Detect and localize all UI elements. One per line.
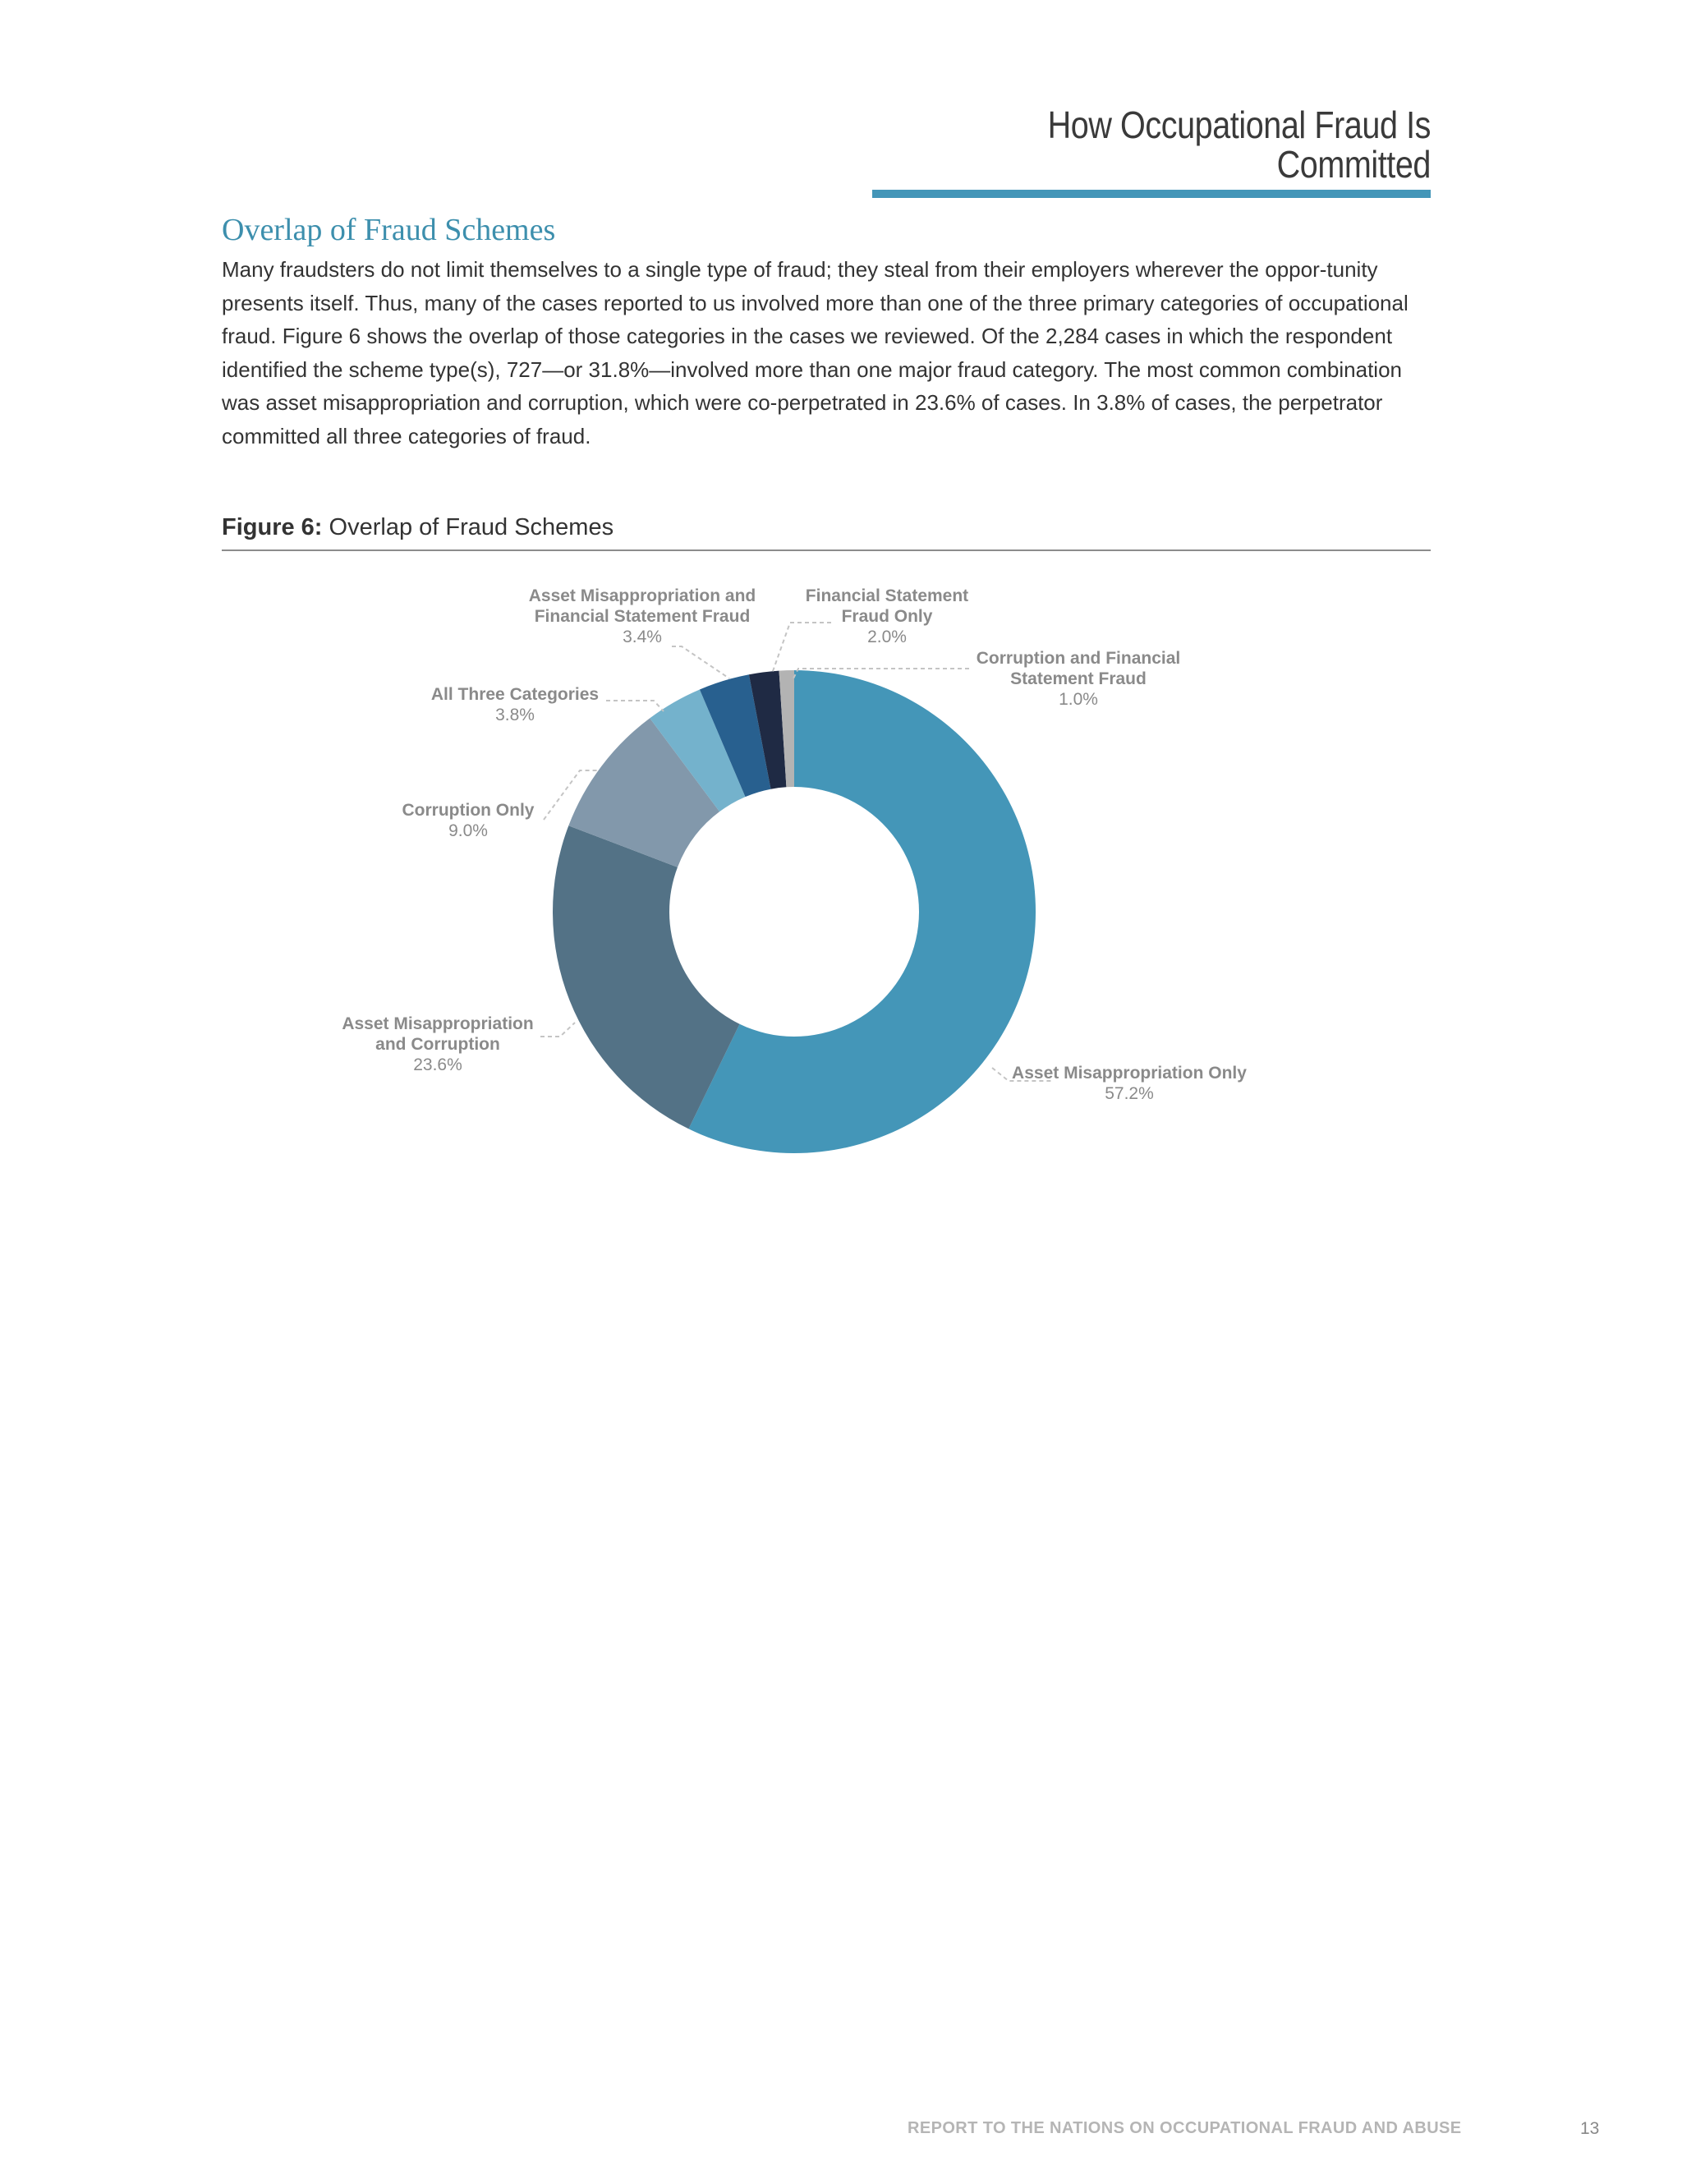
slice-label (1012, 1064, 1247, 1103)
figure-title: Overlap of Fraud Schemes (329, 514, 614, 540)
slice-label-name: Asset Misappropriation (342, 1014, 534, 1033)
slice-label-value: 9.0% (448, 821, 488, 840)
slice-label-name: Asset Misappropriation and (528, 586, 756, 605)
slice-label-name: Financial Statement Fraud (534, 607, 751, 626)
leader-line (606, 701, 664, 711)
page-header-title: How Occupational Fraud Is Committed (1047, 103, 1431, 186)
slice-label (806, 586, 968, 646)
slice-label (402, 801, 535, 840)
figure-label: Figure 6: (222, 514, 323, 540)
slice-label-value: 3.8% (495, 706, 535, 724)
leader-line (672, 646, 729, 678)
slice-label-value: 23.6% (413, 1055, 462, 1074)
slice-label-value: 3.4% (623, 628, 662, 646)
slice-label-value: 57.2% (1105, 1084, 1154, 1103)
slice-label (977, 649, 1181, 709)
section-heading: Overlap of Fraud Schemes (222, 213, 556, 247)
slice-label-value: 1.0% (1059, 690, 1098, 709)
slice-label (431, 685, 599, 724)
slice-label-name: Corruption Only (402, 801, 535, 820)
slice-label-name: Fraud Only (841, 607, 933, 626)
slice-label (342, 1014, 533, 1074)
slice-label-name: Corruption and Financial (976, 649, 1181, 668)
slice-label-name: Financial Statement (805, 586, 969, 605)
leader-line (540, 1023, 575, 1037)
slice-label-name: and Corruption (375, 1035, 500, 1054)
slice-label-name: All Three Categories (430, 685, 600, 704)
slice-label-value: 2.0% (867, 628, 907, 646)
slice-label (529, 586, 756, 646)
leader-line (772, 623, 831, 674)
section-body: Many fraudsters do not limit themselves to a single type of fraud; they steal from their employers wherever the oppor-tunity presents itself. Thus, many of the cases reported to us involved more than one of the three primary categories of occupational fraud. Figure 6 shows the overlap of those categories in the cases we reviewed. Of the 2,284 cases in which the respondent identified the scheme type(s), 727—or 31.8%—involved more than one major fraud category. The most common combination was asset misappropriation and corruption, which were co-perpetrated in 23.6% of cases. In 3.8% of cases, the perpetrator committed all three categories of fraud. (222, 257, 1409, 448)
slice-label-name: Statement Fraud (1010, 669, 1147, 688)
slice-label-name: Asset Misappropriation Only (1012, 1064, 1247, 1083)
page-number: 13 (1580, 2119, 1600, 2138)
footer-report-title: REPORT TO THE NATIONS ON OCCUPATIONAL FRAUD AND ABUSE (908, 2119, 1462, 2137)
